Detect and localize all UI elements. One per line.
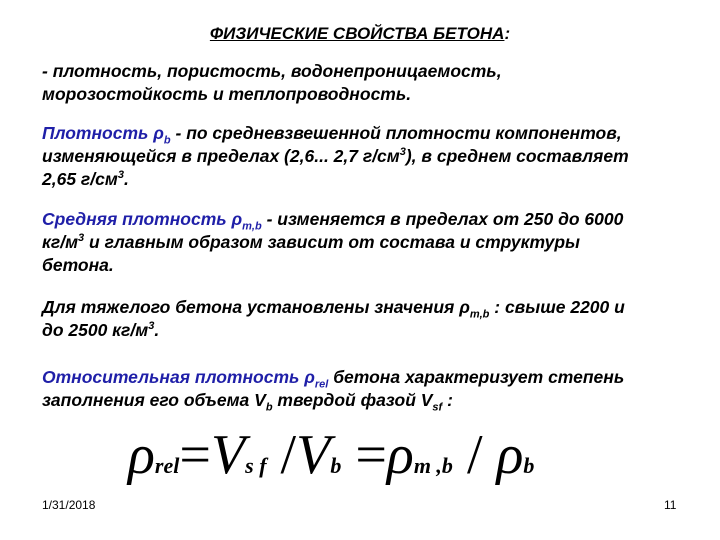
- density-text-2: изменяющейся в пределах (2,6... 2,7 г/см: [42, 146, 400, 166]
- relative-density-line-1: [42, 366, 714, 389]
- formula-rho-rel: ρ: [128, 424, 155, 486]
- formula-v-sf: V: [210, 424, 246, 486]
- relative-density-text-3: твердой фазой V: [272, 390, 433, 410]
- average-density-text-2: кг/м: [42, 232, 79, 252]
- average-density-text-3: и главным образом зависит от состава и структуры: [84, 232, 581, 252]
- slide-title: [0, 24, 720, 44]
- density-text-4: 2,65 г/см: [42, 169, 118, 189]
- formula-sub-b-2: b: [523, 453, 535, 478]
- formula-sub-rel: rel: [154, 453, 180, 478]
- title-colon: :: [504, 24, 511, 43]
- heavy-concrete-paragraph: [42, 296, 714, 342]
- relative-density-sub-sf: sf: [432, 401, 443, 414]
- formula-rho-b: ρ: [496, 424, 524, 486]
- heavy-concrete-line-1: [42, 296, 714, 319]
- heavy-concrete-text-2: : свыше 2200 и: [489, 297, 625, 317]
- relative-density-line-2: [42, 389, 714, 412]
- density-sup-2: 3: [117, 169, 124, 182]
- average-density-paragraph: [42, 208, 714, 277]
- density-term: Плотность ρ: [42, 123, 164, 143]
- relative-density-sub-b: b: [265, 401, 273, 414]
- footer-date: 1/31/2018: [42, 498, 96, 512]
- relative-density-text-1: бетона характеризует степень: [328, 367, 625, 387]
- heavy-concrete-text-4: .: [154, 320, 160, 340]
- density-sup-1: 3: [399, 146, 406, 159]
- density-line-3: [42, 168, 714, 191]
- relative-density-text-2: заполнения его объема V: [42, 390, 266, 410]
- density-line-2: [42, 145, 714, 168]
- relative-density-term: Относительная плотность ρ: [42, 367, 315, 387]
- properties-line-2: морозостойкость и теплопроводность.: [42, 84, 412, 104]
- density-paragraph: [42, 122, 714, 191]
- average-density-line-2: [42, 231, 714, 254]
- heavy-concrete-sup: 3: [148, 320, 155, 333]
- relative-density-formula: [128, 422, 534, 488]
- formula-slash-2: /: [466, 424, 483, 486]
- relative-density-subscript: rel: [314, 378, 329, 391]
- heavy-concrete-line-2: [42, 319, 714, 342]
- average-density-term: Средняя плотность ρ: [42, 209, 243, 229]
- density-text-5: .: [123, 169, 129, 189]
- properties-line-1: - плотность, пористость, водонепроницаемость,: [42, 61, 502, 81]
- density-text-3: ), в среднем составляет: [405, 146, 629, 166]
- formula-sub-sf: s f: [245, 453, 267, 478]
- density-subscript: b: [163, 134, 171, 147]
- formula-sub-mb: m ,b: [413, 453, 453, 478]
- average-density-line-3: бетона.: [42, 255, 114, 275]
- heavy-concrete-text-1: Для тяжелого бетона установлены значения ρ: [42, 297, 470, 317]
- formula-equals-2: =: [355, 424, 387, 486]
- density-text-1: - по средневзвешенной плотности компонентов,: [170, 123, 622, 143]
- formula-slash-1: /: [280, 424, 297, 486]
- heavy-concrete-text-3: до 2500 кг/м: [42, 320, 149, 340]
- title-text: ФИЗИЧЕСКИЕ СВОЙСТВА БЕТОНА: [209, 24, 505, 43]
- formula-sub-b-1: b: [330, 453, 342, 478]
- slide-number: 11: [664, 498, 677, 512]
- average-density-text-1: - изменяется в пределах от 250 до 6000: [261, 209, 624, 229]
- formula-rho-mb: ρ: [386, 424, 414, 486]
- average-density-line-1: [42, 208, 714, 231]
- relative-density-paragraph: [42, 366, 714, 412]
- properties-list: [42, 60, 714, 106]
- density-line-1: [42, 122, 714, 145]
- formula-equals-1: =: [179, 424, 211, 486]
- average-density-subscript: m,b: [242, 220, 262, 233]
- relative-density-text-4: :: [442, 390, 453, 410]
- heavy-concrete-subscript: m,b: [469, 308, 490, 321]
- formula-v-b: V: [296, 424, 331, 486]
- average-density-sup: 3: [78, 232, 85, 245]
